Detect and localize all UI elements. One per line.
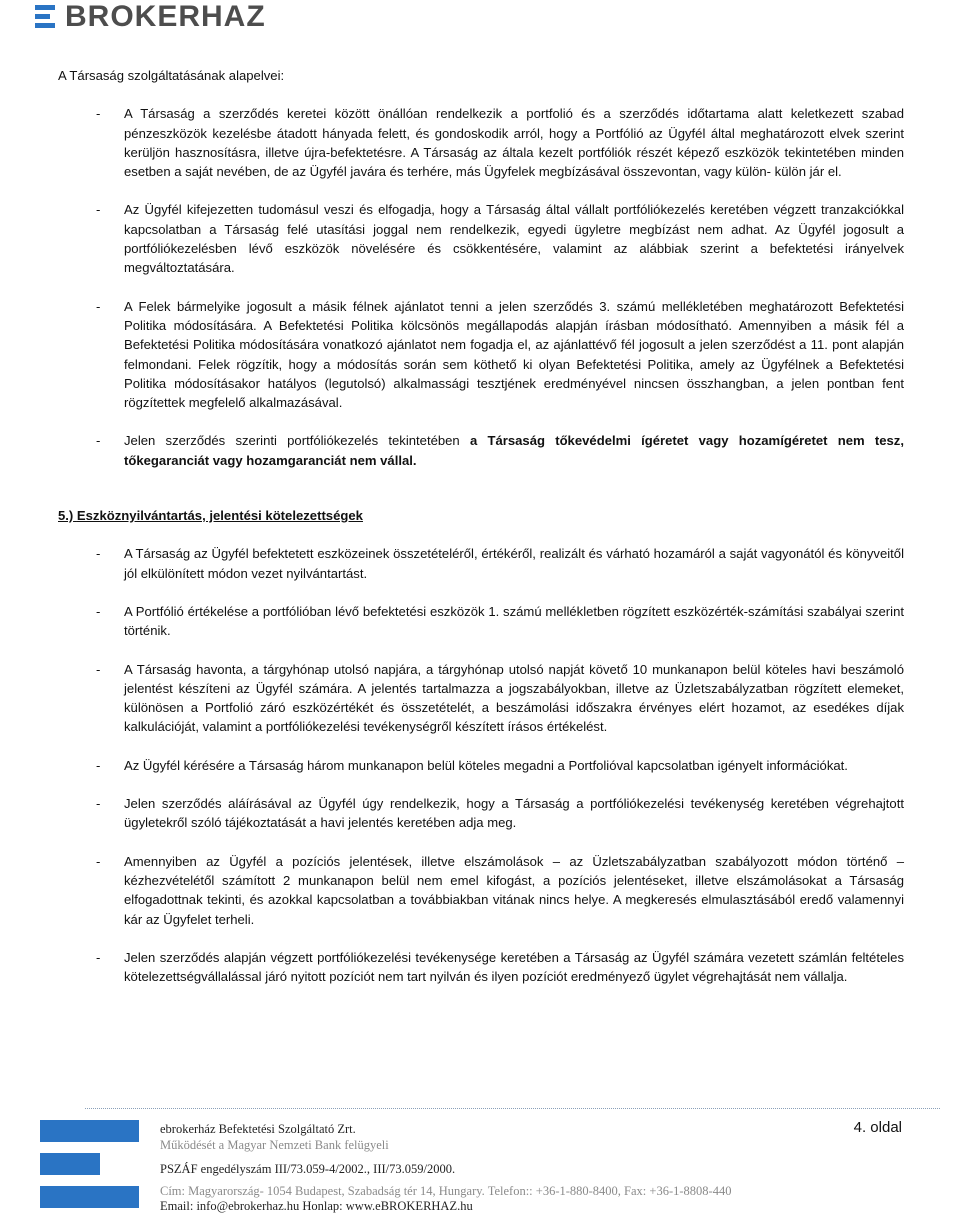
item-text: Jelen szerződés aláírásával az Ügyfél úgy rendelkezik, hogy a Társaság a portfóliókezelési tevékenység keretében végrehajtott ügyletekről szóló tájékoztatását a havi jelentés keretében adja meg. [124, 796, 904, 831]
bullet-dash: - [96, 661, 101, 677]
bullet-dash: - [96, 796, 101, 812]
list-item [58, 852, 904, 929]
emphasized-text: a Társaság tőkevédelmi ígéretet vagy hozamígéretet nem tesz, tőkegaranciát vagy hozamgaranciát nem vállal. [124, 433, 904, 468]
intro-heading: A Társaság szolgáltatásának alapelvei: [58, 68, 285, 83]
document-body [58, 66, 904, 1005]
item-text: A Társaság a szerződés keretei között önállóan rendelkezik a portfolió és a szerződés időtartama alatt keletkezett szabad pénzeszközök kezelésbe átadott hányada felett, és gondoskodik arról, hogy a Portfólió az Ügyfél által meghatározott elvek szerint kerüljön hasznosításra, illetve újra-befektetésre. A Társaság az általa kezelt portfóliók részét képező eszközök tekintetében minden esetben a saját nevében, de az Ügyfél javára és terhére, más Ügyfelek megbízásával összevontan, vagy külön- külön jár el. [124, 106, 904, 180]
bullet-dash: - [96, 298, 101, 314]
footer-supervision: Működését a Magyar Nemzeti Bank felügyeli [160, 1138, 389, 1152]
bullet-dash: - [96, 853, 101, 869]
item-text: Az Ügyfél kifejezetten tudomásul veszi és elfogadja, hogy a Társaság által vállalt portfóliókezelés keretében végzett tranzakciókkal kapcsolatban a Társaság felé utasítási joggal nem rendelkezik, egyedi ügyletre megbízást nem adhat. Az Ügyfél jogosult a portfóliókezelésben lévő eszközök növelésére és csökkentésére, valamint az alábbiak szerint a befektetési irányelvek megváltoztatására. [124, 202, 904, 276]
list-item [58, 794, 904, 833]
logo-mark-icon [35, 4, 55, 30]
list-item [58, 660, 904, 737]
list-item [58, 948, 904, 987]
list-item [58, 200, 904, 277]
bullet-dash: - [96, 603, 101, 619]
item-text: A Társaság az Ügyfél befektetett eszközeinek összetételéről, értékéről, realizált és várható hozamáról a saját vagyonától és könyveitől jól elkülönített módon vezet nyilvántartást. [124, 546, 904, 581]
footer-license: PSZÁF engedélyszám III/73.059-4/2002., III/73.059/2000. [160, 1162, 456, 1176]
section-title-text: Eszköznyilvántartás, jelentési kötelezettségek [76, 508, 363, 524]
item-text: Jelen szerződés szerinti portfóliókezelés tekintetében [124, 433, 470, 449]
bullet-dash: - [96, 106, 101, 122]
section-title [58, 506, 904, 525]
section-heading-text [58, 508, 363, 523]
list-item [58, 297, 904, 413]
page-footer [0, 1100, 960, 1213]
list-item [58, 104, 904, 181]
item-text: A Portfólió értékelése a portfólióban lévő befektetési eszközök 1. számú mellékletben rögzített eszközérték-számítási szabályai szerint történik. [124, 603, 904, 639]
bullet-dash: - [96, 949, 101, 965]
reporting-list [58, 544, 904, 986]
bullet-dash: - [96, 546, 101, 562]
section-number: 5.) [58, 508, 74, 524]
bullet-dash: - [96, 433, 101, 449]
item-text: A Felek bármelyike jogosult a másik félnek ajánlatot tenni a jelen szerződés 3. számú mellékletében meghatározott Befektetési Politika módosítására. A Befektetési Politika kölcsönös megállapodás alapján írásban módosítható. Amennyiben a másik fél a Befektetési Politika módosítására vonatkozó ajánlatot nem fogadja el, az ajánlattévő fél jogosult a jelen szerződést a 11. pont alapján felmondani. Felek rögzítik, hogy a módosítás során sem köthető ki olyan Befektetési Politika, amely az Ügyfélnek a Befektetési Politika módosításakor hatályos (legutolsó) alkalmassági tesztjének eredményével nincsen összhangban, a jelen pontban fent rögzítettek megfelelő alkalmazásával. [124, 298, 904, 411]
item-text: Amennyiben az Ügyfél a pozíciós jelentések, illetve elszámolások – az Üzletszabályzatban szabályozott módon történő – kézhezvételétől számított 2 munkanapon belül nem emel kifogást, a pozíciós jelentéseket, illetve elszámolásokat a Társaság elfogadottnak tekinti, és azokkal kapcsolatban a továbbiakban vitának nincs helye. A megkeresés elmulasztásából eredő valamennyi kár az Ügyfelet terheli. [124, 853, 904, 927]
item-text: A Társaság havonta, a tárgyhónap utolsó napjára, a tárgyhónap utolsó napját követő 10 munkanapon belül köteles havi beszámoló jelentést készíteni az Ügyfél számára. A jelentés tartalmazza a jogszabályokban, illetve az Üzletszabályzatban rögzített elemeket, különösen a Portfolió záró eszközértékét és összetételét, a beszámolási időszakra érvényes elért hozamot, az esedékes díjak kalkulációját, valamint a portfóliókezelési tevékenységről készített írásos értékelést. [124, 661, 904, 735]
page-number: 4. oldal [853, 1119, 902, 1136]
footer-address: Cím: Magyarország- 1054 Budapest, Szabadság tér 14, Hungary. Telefon:: +36-1-880-8400, Fax: +36-1-8808-440 [160, 1184, 732, 1198]
bullet-dash: - [96, 202, 101, 218]
list-item [58, 431, 904, 470]
item-text: Jelen szerződés alapján végzett portfóliókezelési tevékenysége keretében a Társaság az Ügyfél számára vezetett számlán feltételes kötelezettségvállalással járó nyitott pozíciót nem tart nyilván és ilyen pozíciót eredményező ügylet végrehajtását nem vállalja. [124, 949, 904, 985]
list-item [58, 544, 904, 583]
footer-contact: Email: info@ebrokerhaz.hu Honlap: www.eBROKERHAZ.hu [160, 1199, 473, 1213]
item-text: Az Ügyfél kérésére a Társaság három munkanapon belül köteles megadni a Portfolióval kapcsolatban igényelt információkat. [124, 757, 848, 773]
principles-list [58, 104, 904, 470]
footer-divider [85, 1108, 940, 1109]
footer-company: ebrokerház Befektetési Szolgáltató Zrt. [160, 1122, 356, 1136]
bullet-dash: - [96, 757, 101, 773]
list-item [58, 756, 904, 775]
logo-text: BROKERHAZ [65, 0, 266, 33]
list-item [58, 602, 904, 641]
brand-logo [35, 2, 266, 32]
